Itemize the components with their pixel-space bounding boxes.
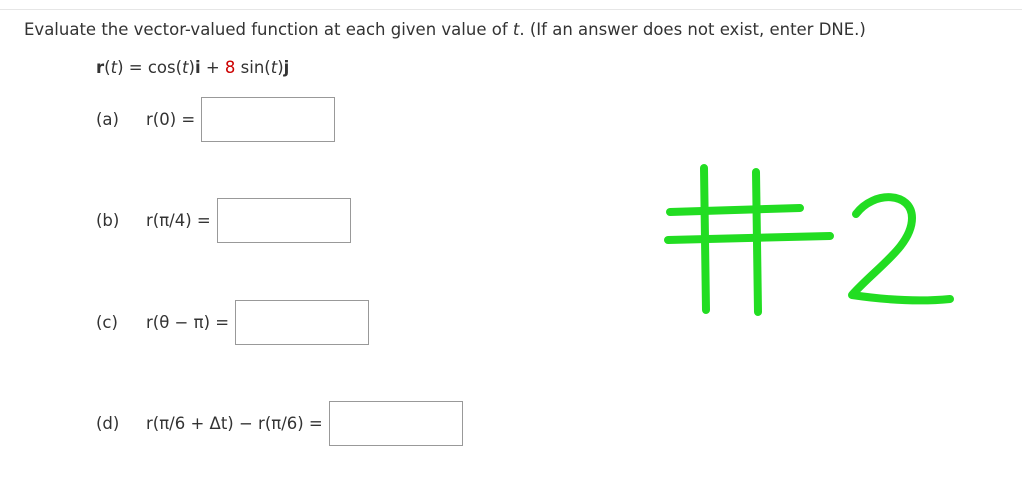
function-r: r bbox=[96, 58, 105, 77]
function-plus: + bbox=[200, 58, 225, 77]
part-a bbox=[96, 95, 335, 143]
part-a-expression: r(0) = bbox=[146, 109, 196, 129]
instructions-text bbox=[24, 20, 866, 39]
function-sin: sin( bbox=[235, 58, 271, 77]
function-cos: ) = cos( bbox=[117, 58, 183, 77]
part-d-answer-input[interactable] bbox=[329, 401, 463, 446]
part-b bbox=[96, 196, 351, 244]
part-c bbox=[96, 298, 369, 346]
part-b-expression: r(π/4) = bbox=[146, 210, 211, 230]
part-d bbox=[96, 399, 463, 447]
part-c-answer-input[interactable] bbox=[235, 300, 369, 345]
part-d-expression: r(π/6 + Δt) − r(π/6) = bbox=[146, 413, 323, 433]
function-var-t: t bbox=[182, 58, 189, 77]
instructions-variable-t: t bbox=[512, 20, 520, 39]
part-b-label: (b) bbox=[96, 210, 120, 230]
part-b-answer-input[interactable] bbox=[217, 198, 351, 243]
function-coefficient: 8 bbox=[224, 58, 236, 77]
function-unit-i: i bbox=[194, 58, 201, 77]
instructions-end: . (If an answer does not exist, enter DNE.) bbox=[519, 20, 866, 39]
function-paren: ) bbox=[277, 58, 284, 77]
function-unit-j: j bbox=[283, 58, 290, 77]
part-a-answer-input[interactable] bbox=[201, 97, 335, 142]
handwritten-number-2-annotation bbox=[660, 160, 960, 325]
part-c-label: (c) bbox=[96, 312, 118, 332]
function-var-t: t bbox=[110, 58, 118, 77]
function-definition: r(t) = cos(t)i + 8 sin(t)j bbox=[96, 58, 290, 77]
instructions-start: Evaluate the vector-valued function at each given value of bbox=[24, 20, 513, 39]
top-divider bbox=[0, 9, 1022, 10]
function-paren: ) bbox=[188, 58, 195, 77]
part-a-label: (a) bbox=[96, 109, 119, 129]
function-var-t: t bbox=[270, 58, 278, 77]
part-c-expression: r(θ − π) = bbox=[146, 312, 230, 332]
part-d-label: (d) bbox=[96, 413, 120, 433]
